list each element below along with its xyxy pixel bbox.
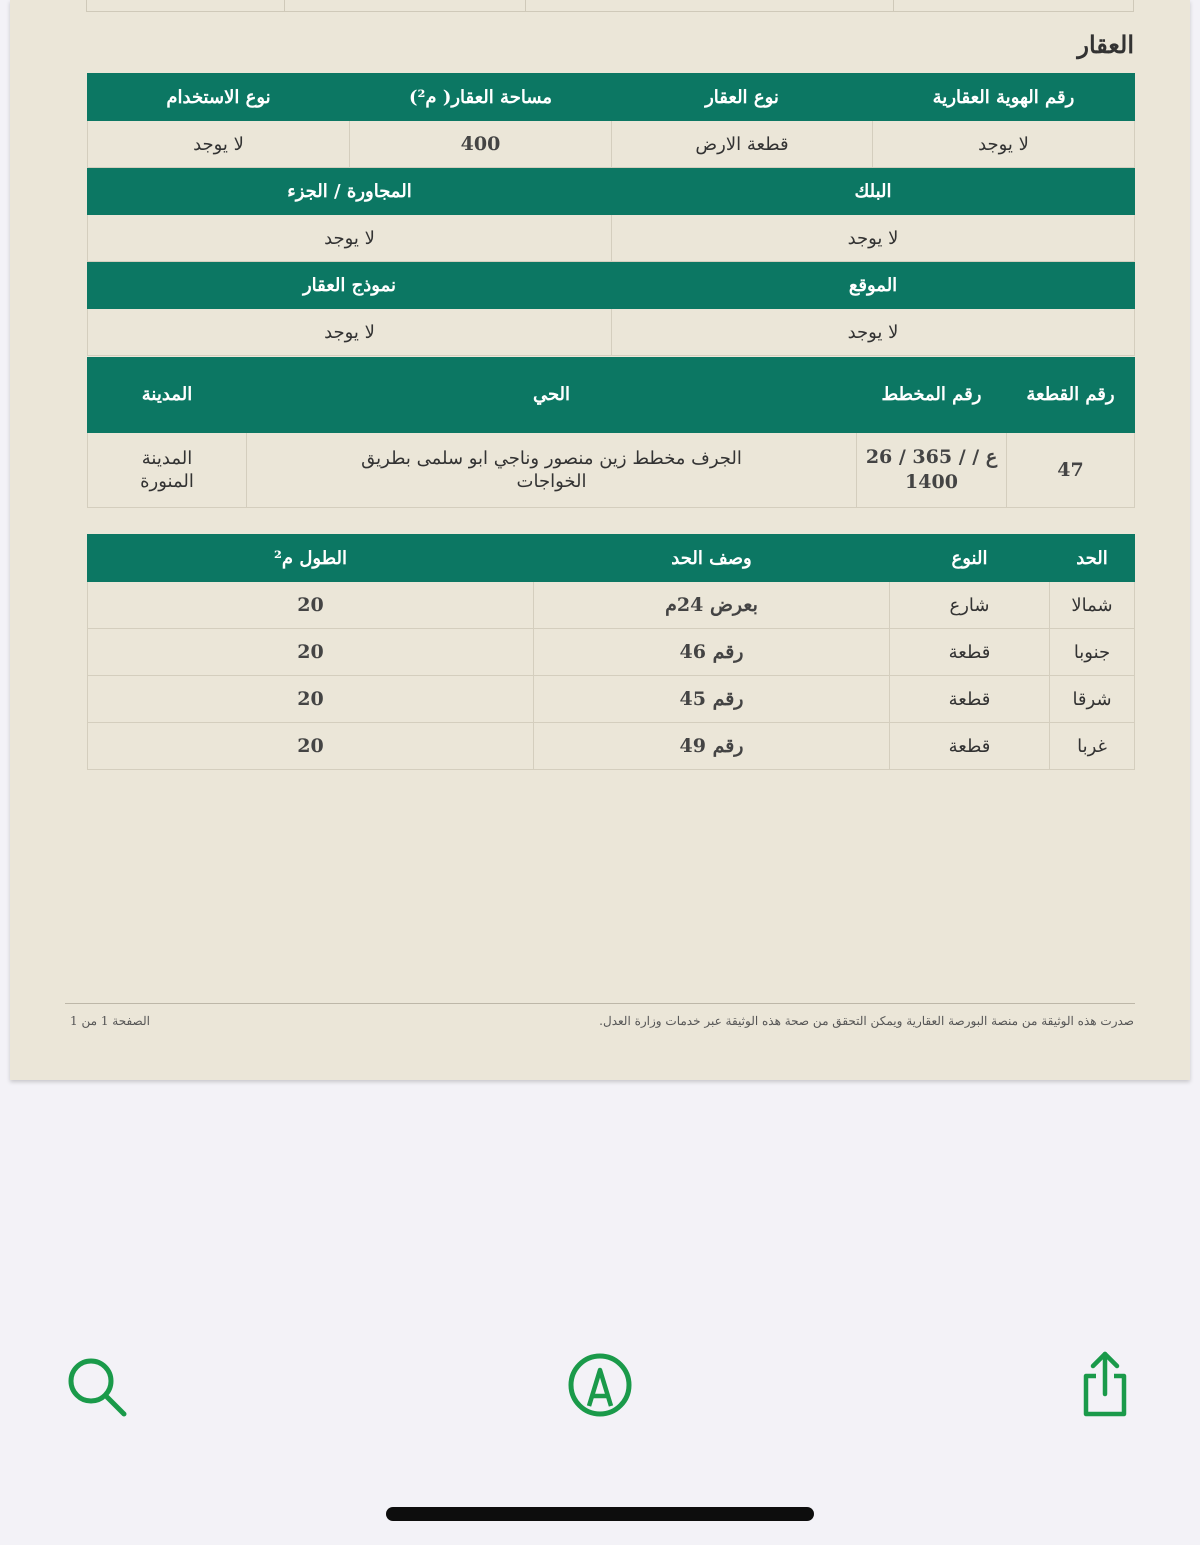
header-property-model: نموذج العقار (88, 262, 612, 309)
share-icon (1072, 1350, 1138, 1420)
boundary-description: رقم 49 (534, 723, 890, 770)
search-icon (62, 1352, 128, 1418)
table-row (88, 535, 1135, 582)
boundary-length: 20 (88, 629, 534, 676)
boundary-direction: شرقا (1050, 676, 1135, 723)
header-boundary-type: النوع (890, 535, 1050, 582)
footer-divider (65, 1003, 1135, 1004)
boundary-description: رقم 46 (534, 629, 890, 676)
boundary-length: 20 (88, 723, 534, 770)
value-city: المدينة المنورة (88, 433, 247, 508)
value-district: الجرف مخطط زين منصور وناجي ابو سلمى بطريق الخواجات (247, 433, 857, 508)
table-row (88, 723, 1135, 770)
boundary-length: 20 (88, 676, 534, 723)
table-row (88, 121, 1135, 168)
header-district: الحي (247, 358, 857, 433)
boundary-direction: جنوبا (1050, 629, 1135, 676)
table-row (88, 215, 1135, 262)
share-button[interactable] (1070, 1350, 1140, 1420)
table-row (88, 358, 1135, 433)
table-row (88, 629, 1135, 676)
document-page (10, 0, 1190, 1080)
header-property-id: رقم الهوية العقارية (873, 74, 1135, 121)
header-block: البلك (612, 168, 1135, 215)
value-property-area: 400 (350, 121, 612, 168)
table-row (88, 433, 1135, 508)
markup-button[interactable] (565, 1350, 635, 1420)
value-block: لا يوجد (612, 215, 1135, 262)
header-location: الموقع (612, 262, 1135, 309)
value-plot-number: 47 (1007, 433, 1135, 508)
section-title: العقار (1077, 30, 1134, 59)
boundary-description: بعرض 24م (534, 582, 890, 629)
value-location: لا يوجد (612, 309, 1135, 356)
header-neighborhood-part: المجاورة / الجزء (88, 168, 612, 215)
boundary-direction: شمالا (1050, 582, 1135, 629)
value-property-type: قطعة الارض (612, 121, 873, 168)
table-row (88, 309, 1135, 356)
value-neighborhood-part: لا يوجد (88, 215, 612, 262)
home-indicator[interactable] (386, 1507, 814, 1521)
table-row (88, 74, 1135, 121)
header-length: الطول م² (88, 535, 534, 582)
boundary-length: 20 (88, 582, 534, 629)
header-property-area: مساحة العقار( م²) (350, 74, 612, 121)
boundary-type: قطعة (890, 676, 1050, 723)
property-table (87, 73, 1135, 356)
table-row (88, 168, 1135, 215)
boundary-direction: غربا (1050, 723, 1135, 770)
header-plan-number: رقم المخطط (857, 358, 1007, 433)
value-plan-number: 26 / 365 / ع / 1400 (857, 433, 1007, 508)
table-row (88, 262, 1135, 309)
header-plot-number: رقم القطعة (1007, 358, 1135, 433)
boundary-description: رقم 45 (534, 676, 890, 723)
previous-table-row (86, 0, 1134, 12)
boundary-type: قطعة (890, 629, 1050, 676)
header-usage-type: نوع الاستخدام (88, 74, 350, 121)
value-property-model: لا يوجد (88, 309, 612, 356)
header-property-type: نوع العقار (612, 74, 873, 121)
boundary-type: شارع (890, 582, 1050, 629)
header-boundary: الحد (1050, 535, 1135, 582)
value-usage-type: لا يوجد (88, 121, 350, 168)
table-row (88, 676, 1135, 723)
search-button[interactable] (60, 1350, 130, 1420)
boundaries-table (87, 534, 1135, 770)
plot-table (87, 357, 1135, 508)
boundary-type: قطعة (890, 723, 1050, 770)
header-boundary-description: وصف الحد (534, 535, 890, 582)
table-row (88, 582, 1135, 629)
value-property-id: لا يوجد (873, 121, 1135, 168)
page-number: الصفحة 1 من 1 (70, 1014, 150, 1028)
markup-icon (567, 1352, 633, 1418)
footer-note: صدرت هذه الوثيقة من منصة البورصة العقارية ويمكن التحقق من صحة هذه الوثيقة عبر خدمات وزارة العدل. (599, 1014, 1134, 1028)
header-city: المدينة (88, 358, 247, 433)
